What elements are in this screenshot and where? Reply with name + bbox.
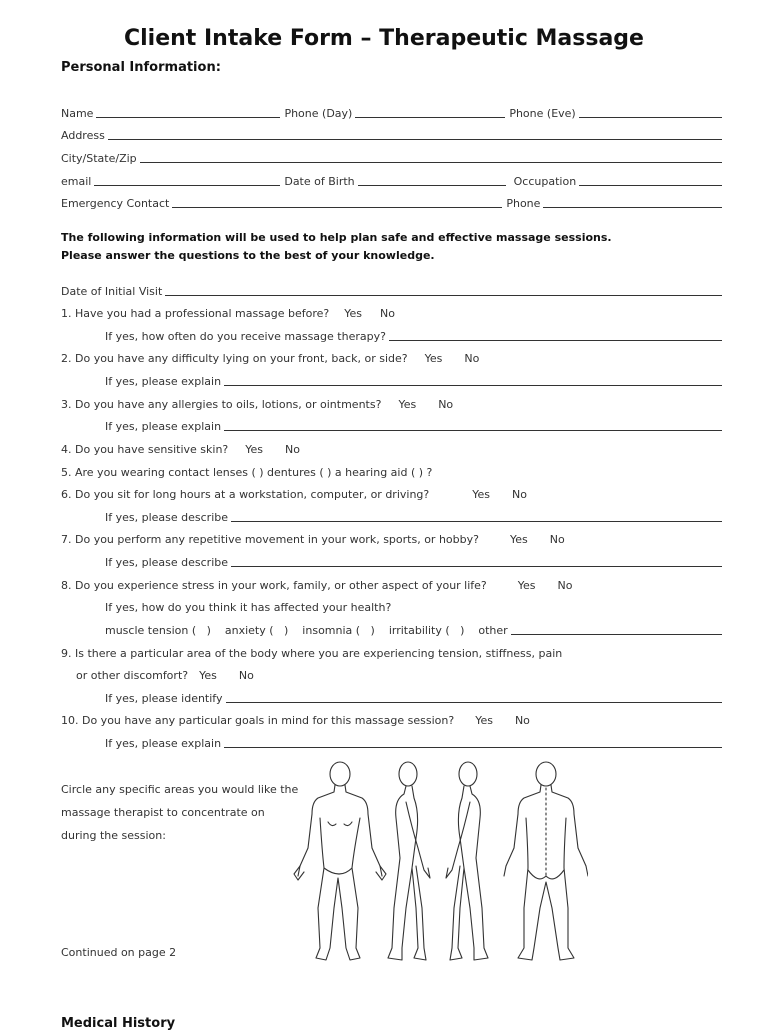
q7-yes[interactable]: Yes — [509, 533, 528, 546]
q7-row — [61, 529, 722, 547]
q8-options-row — [105, 620, 722, 638]
notice-line-1: The following information will be used to help plan safe and effective massage sessions. — [61, 231, 612, 244]
dob-label: Date of Birth — [284, 175, 355, 188]
q8-yes[interactable]: Yes — [517, 579, 536, 592]
q2-text: 2. Do you have any difficulty lying on your front, back, or side? — [61, 352, 408, 365]
form-title: Client Intake Form – Therapeutic Massage — [124, 26, 644, 51]
emergency-field[interactable] — [172, 196, 502, 208]
q8-no[interactable]: No — [557, 579, 573, 592]
q2-follow-field[interactable] — [224, 374, 722, 386]
q4-no[interactable]: No — [285, 443, 300, 456]
circle-line-2: massage therapist to concentrate on — [61, 806, 265, 819]
q2-yes[interactable]: Yes — [424, 352, 443, 365]
q7-follow-field[interactable] — [231, 555, 722, 567]
q9-text-line-1: 9. Is there a particular area of the body where you are experiencing tension, stiffness, pain — [61, 647, 563, 660]
q10-follow-field[interactable] — [224, 736, 722, 748]
body-diagram[interactable] — [288, 758, 588, 968]
q9-text-line-2: or other discomfort? — [76, 669, 189, 682]
q3-text: 3. Do you have any allergies to oils, lotions, or ointments? — [61, 398, 382, 411]
name-field[interactable] — [96, 106, 280, 118]
q2-no[interactable]: No — [464, 352, 480, 365]
q2-follow-text: If yes, please explain — [105, 375, 222, 388]
q1-no[interactable]: No — [379, 307, 395, 320]
q6-no[interactable]: No — [512, 488, 527, 501]
phone-day-label: Phone (Day) — [284, 107, 353, 120]
initial-visit-label: Date of Initial Visit — [61, 285, 163, 298]
city-field[interactable] — [140, 151, 722, 163]
q7-follow-text: If yes, please describe — [105, 556, 229, 569]
address-label: Address — [61, 129, 105, 142]
q8-follow-text: If yes, how do you think it has affected your health? — [105, 601, 392, 614]
q8-other-field[interactable] — [511, 623, 722, 635]
q1-yes[interactable]: Yes — [344, 307, 362, 320]
notice-text — [61, 229, 721, 265]
email-field[interactable] — [94, 174, 280, 186]
q4-text: 4. Do you have sensitive skin? — [61, 443, 229, 456]
q1-follow-field[interactable] — [389, 329, 722, 341]
dob-field[interactable] — [358, 174, 506, 186]
q9-row — [61, 643, 722, 661]
q10-yes[interactable]: Yes — [475, 714, 493, 727]
q3-row — [61, 394, 722, 412]
emergency-phone-label: Phone — [506, 197, 541, 210]
q10-row — [61, 710, 722, 728]
personal-information-heading: Personal Information: — [61, 60, 221, 75]
emergency-label: Emergency Contact — [61, 197, 170, 210]
q7-follow-row — [105, 552, 722, 570]
q5-row — [61, 462, 722, 480]
city-label: City/State/Zip — [61, 152, 137, 165]
city-row — [61, 148, 722, 166]
q10-follow-text: If yes, please explain — [105, 737, 222, 750]
circle-line-1: Circle any specific areas you would like the — [61, 783, 299, 796]
occupation-field[interactable] — [579, 174, 722, 186]
q9-yes[interactable]: Yes — [199, 669, 217, 682]
q9-follow-row — [105, 688, 722, 706]
q2-follow-row — [105, 371, 722, 389]
body-front-view[interactable] — [294, 762, 386, 960]
q3-yes[interactable]: Yes — [398, 398, 417, 411]
q9-follow-field[interactable] — [226, 691, 723, 703]
emergency-row — [61, 193, 722, 211]
initial-visit-field[interactable] — [165, 284, 722, 296]
q6-yes[interactable]: Yes — [472, 488, 491, 501]
phone-eve-label: Phone (Eve) — [509, 107, 576, 120]
initial-visit-row — [61, 281, 722, 299]
name-label: Name — [61, 107, 94, 120]
q10-text: 10. Do you have any particular goals in mind for this massage session? — [61, 714, 455, 727]
q9-row-2 — [76, 665, 722, 683]
q1-follow-row — [105, 326, 722, 344]
q5-text: 5. Are you wearing contact lenses ( ) dentures ( ) a hearing aid ( ) ? — [61, 466, 433, 479]
q9-follow-text: If yes, please identify — [105, 692, 223, 705]
circle-line-3: during the session: — [61, 829, 166, 842]
phone-eve-field[interactable] — [579, 106, 722, 118]
body-left-side-view[interactable] — [446, 762, 488, 960]
medical-history-heading: Medical History — [61, 1016, 176, 1031]
q4-yes[interactable]: Yes — [245, 443, 264, 456]
address-field[interactable] — [108, 128, 722, 140]
q1-row — [61, 303, 722, 321]
q8-text: 8. Do you experience stress in your work, family, or other aspect of your life? — [61, 579, 487, 592]
phone-day-field[interactable] — [355, 106, 505, 118]
q6-follow-field[interactable] — [231, 510, 722, 522]
q9-no[interactable]: No — [238, 669, 254, 682]
q6-follow-row — [105, 507, 722, 525]
continued-note: Continued on page 2 — [61, 946, 177, 959]
q4-row — [61, 439, 722, 457]
q8-options-text: muscle tension ( ) anxiety ( ) insomnia ( ) irritability ( ) other — [105, 624, 508, 637]
q10-no[interactable]: No — [514, 714, 530, 727]
email-label: email — [61, 175, 92, 188]
q3-follow-text: If yes, please explain — [105, 420, 222, 433]
q2-row — [61, 348, 722, 366]
occupation-label: Occupation — [513, 175, 577, 188]
body-right-side-view[interactable] — [388, 762, 430, 960]
q3-follow-field[interactable] — [224, 419, 722, 431]
notice-line-2: Please answer the questions to the best of your knowledge. — [61, 249, 435, 262]
q1-follow-text: If yes, how often do you receive massage therapy? — [105, 330, 386, 343]
q1-text: 1. Have you had a professional massage before? — [61, 307, 330, 320]
q8-row — [61, 575, 722, 593]
q6-row — [61, 484, 722, 502]
q3-no[interactable]: No — [438, 398, 454, 411]
body-back-view[interactable] — [504, 762, 588, 960]
q10-follow-row — [105, 733, 722, 751]
email-dob-row — [61, 171, 722, 189]
q3-follow-row — [105, 416, 722, 434]
q6-text: 6. Do you sit for long hours at a workstation, computer, or driving? — [61, 488, 430, 501]
circle-areas-instructions — [61, 778, 301, 847]
q7-text: 7. Do you perform any repetitive movement in your work, sports, or hobby? — [61, 533, 479, 546]
q8-follow-row — [105, 597, 722, 615]
q6-follow-text: If yes, please describe — [105, 511, 229, 524]
address-row — [61, 125, 722, 143]
name-phone-row — [61, 103, 722, 121]
emergency-phone-field[interactable] — [543, 196, 722, 208]
q7-no[interactable]: No — [549, 533, 565, 546]
